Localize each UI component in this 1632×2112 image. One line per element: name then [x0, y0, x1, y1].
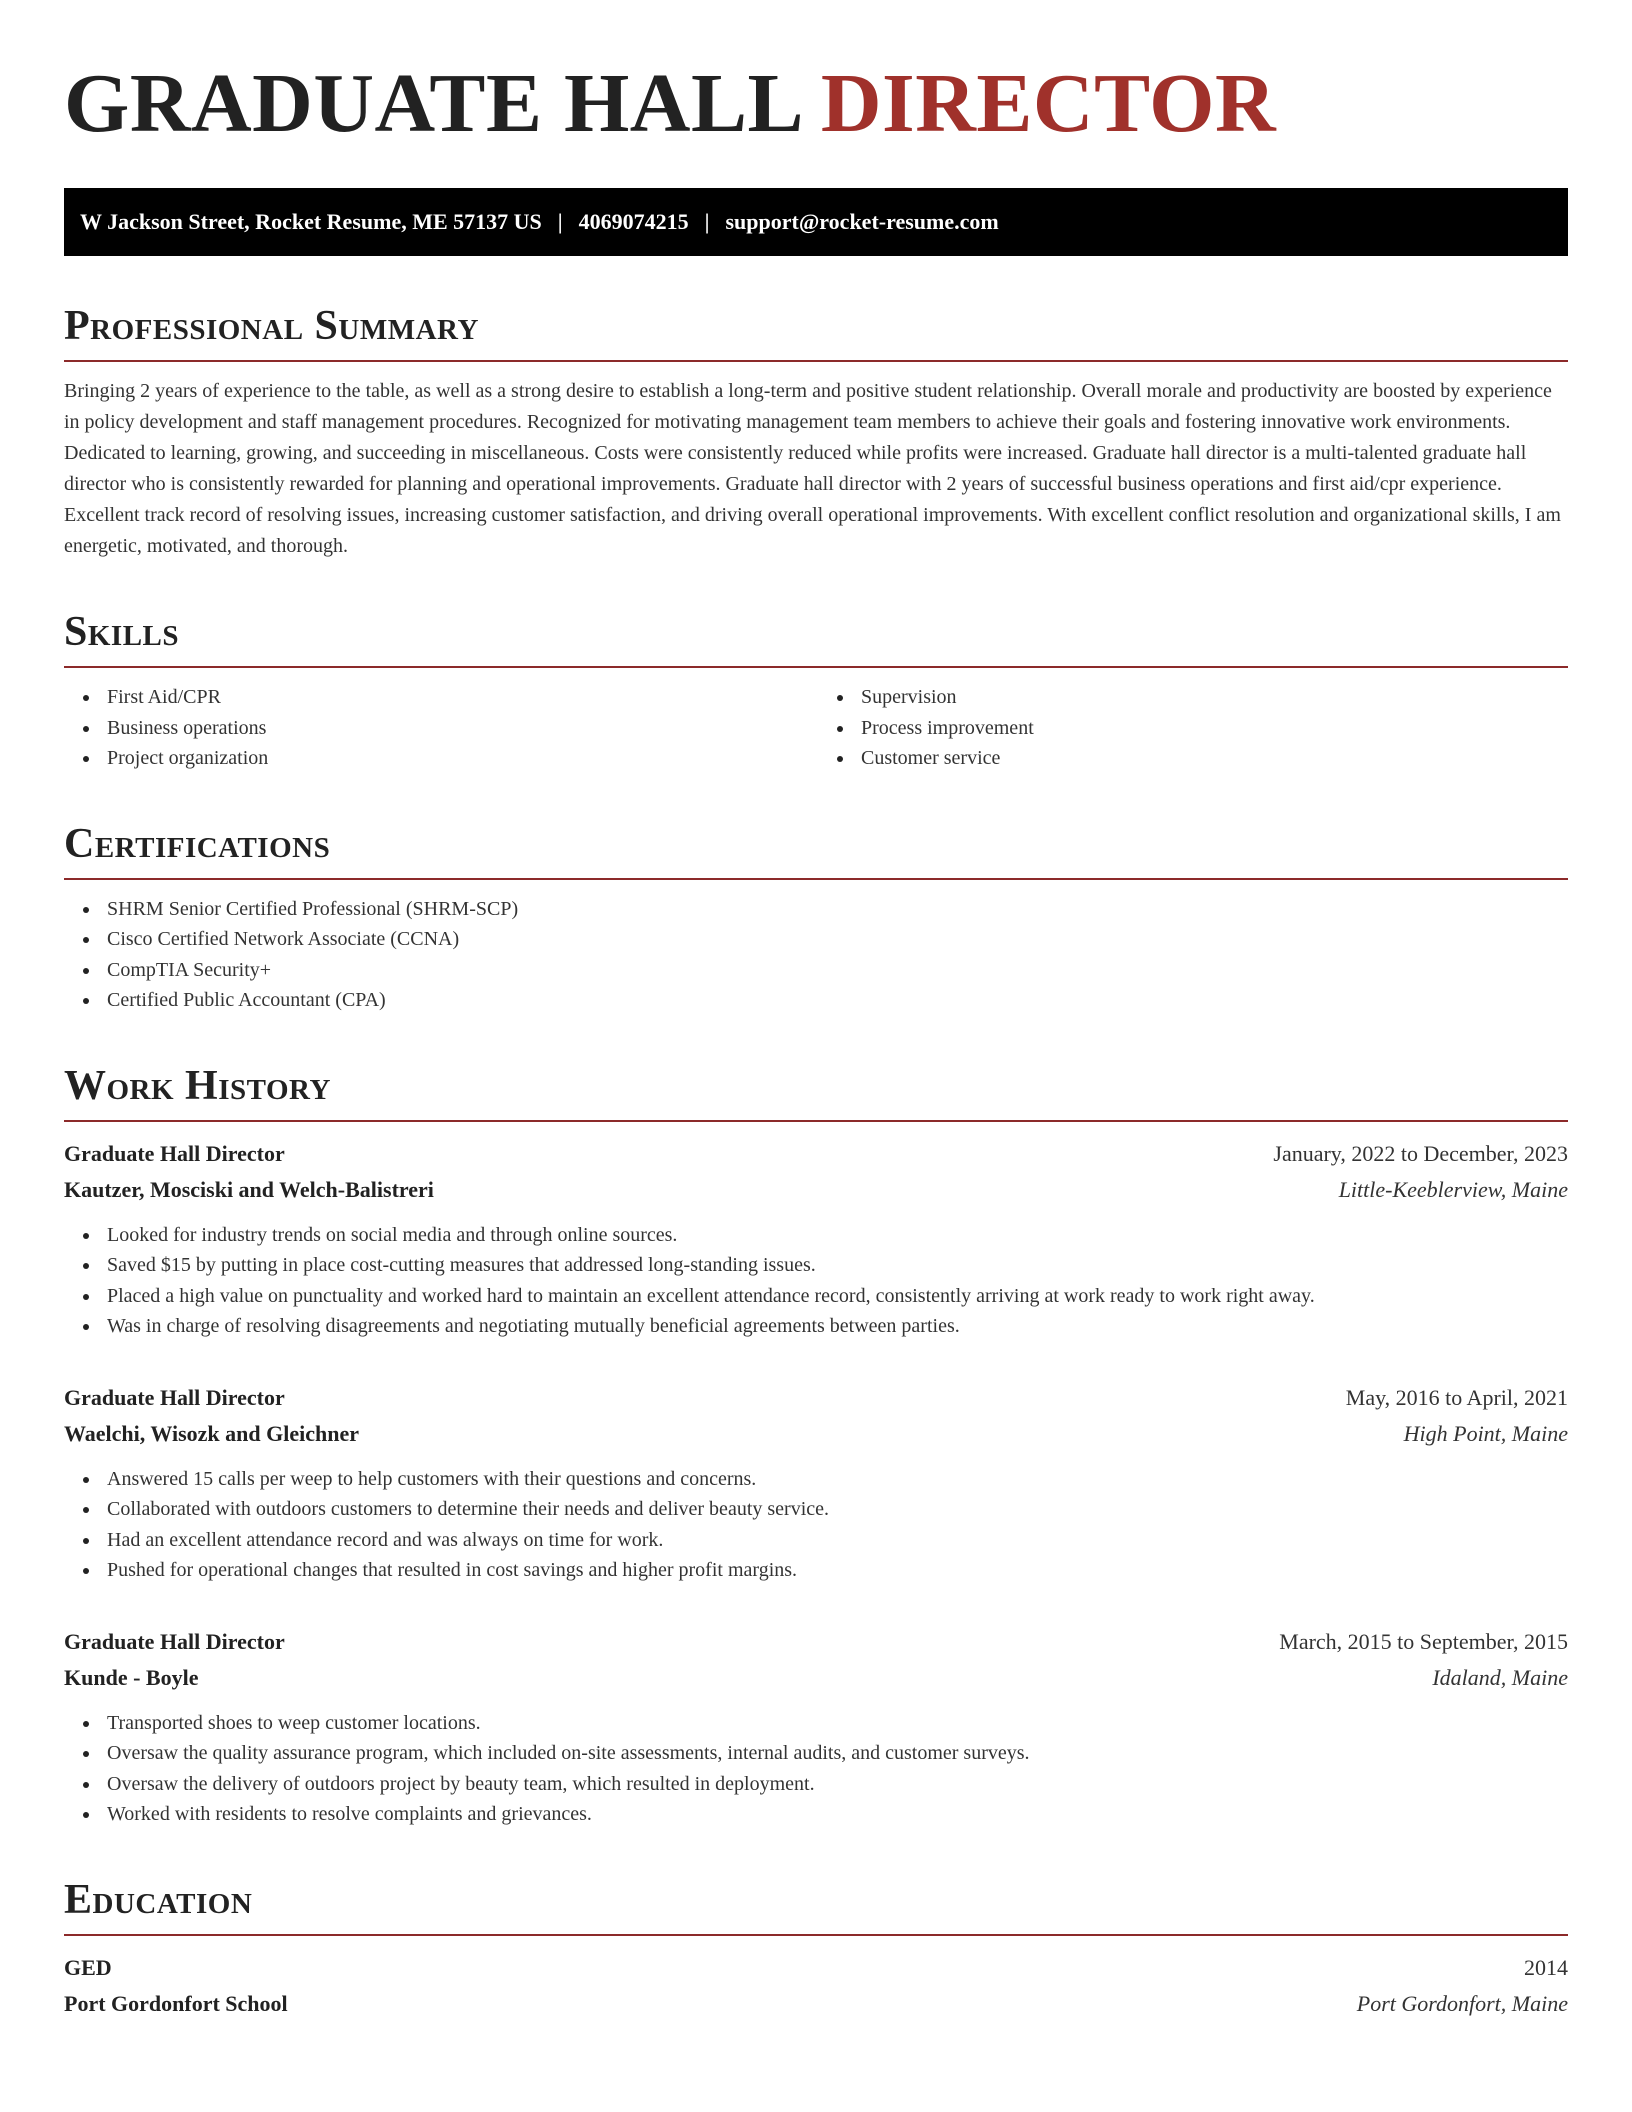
- job-company-row: [64, 1172, 1568, 1208]
- contact-separator: |: [557, 209, 563, 234]
- job-dates: May, 2016 to April, 2021: [1345, 1384, 1568, 1410]
- contact-address: W Jackson Street, Rocket Resume, ME 57137 US: [80, 209, 542, 234]
- title-main: GRADUATE HALL: [64, 57, 821, 150]
- section-divider: [64, 666, 1568, 668]
- job-bullets: [64, 1220, 1568, 1342]
- certification-item: CompTIA Security+: [107, 955, 1568, 986]
- skill-item: Project organization: [107, 743, 816, 774]
- resume-title: [64, 56, 1568, 152]
- job-company: Waelchi, Wisozk and Gleichner: [64, 1420, 359, 1446]
- education-degree-row: [64, 1950, 1568, 1986]
- job-bullet: Transported shoes to weep customer locations.: [107, 1708, 1568, 1739]
- contact-email: support@rocket-resume.com: [725, 209, 999, 234]
- job-location: High Point, Maine: [1403, 1420, 1568, 1446]
- education-year: 2014: [1524, 1954, 1568, 1980]
- job-entry: [64, 1380, 1568, 1586]
- job-bullet: Was in charge of resolving disagreements and negotiating mutually beneficial agreements between parties.: [107, 1311, 1568, 1342]
- skill-item: First Aid/CPR: [107, 682, 816, 713]
- contact-separator: |: [704, 209, 710, 234]
- section-divider: [64, 360, 1568, 362]
- job-location: Idaland, Maine: [1432, 1664, 1568, 1690]
- job-title-row: [64, 1624, 1568, 1660]
- job-title-row: [64, 1380, 1568, 1416]
- job-bullet: Answered 15 calls per weep to help customers with their questions and concerns.: [107, 1464, 1568, 1495]
- job-dates: March, 2015 to September, 2015: [1279, 1628, 1568, 1654]
- skill-item: Business operations: [107, 713, 816, 744]
- contact-bar: [64, 188, 1568, 256]
- job-title: Graduate Hall Director: [64, 1384, 285, 1410]
- job-dates: January, 2022 to December, 2023: [1273, 1140, 1568, 1166]
- job-bullet: Worked with residents to resolve complaints and grievances.: [107, 1799, 1568, 1830]
- skills-grid: [64, 682, 1568, 774]
- education-location: Port Gordonfort, Maine: [1356, 1990, 1568, 2016]
- certification-item: Certified Public Accountant (CPA): [107, 985, 1568, 1016]
- job-title-row: [64, 1136, 1568, 1172]
- summary-heading: Professional Summary: [64, 303, 479, 349]
- skills-heading: Skills: [64, 609, 180, 655]
- job-company-row: [64, 1416, 1568, 1452]
- title-accent: DIRECTOR: [820, 57, 1277, 150]
- job-company: Kautzer, Mosciski and Welch-Balistreri: [64, 1176, 434, 1202]
- work-history-section: [64, 1060, 1568, 1830]
- education-entry: [64, 1950, 1568, 2022]
- certification-item: SHRM Senior Certified Professional (SHRM-SCP): [107, 894, 1568, 925]
- job-entry: [64, 1624, 1568, 1830]
- job-bullets: [64, 1708, 1568, 1830]
- education-heading: Education: [64, 1876, 253, 1923]
- job-bullet: Oversaw the delivery of outdoors project by beauty team, which resulted in deployment.: [107, 1769, 1568, 1800]
- work-history-heading: Work History: [64, 1062, 331, 1109]
- skill-item: Process improvement: [861, 713, 1568, 744]
- job-bullet: Placed a high value on punctuality and worked hard to maintain an excellent attendance record, consistently arriving at work ready to work right away.: [107, 1281, 1568, 1312]
- job-bullet: Pushed for operational changes that resulted in cost savings and higher profit margins.: [107, 1555, 1568, 1586]
- job-location: Little-Keeblerview, Maine: [1338, 1176, 1568, 1202]
- skills-list-right: [816, 682, 1568, 774]
- summary-text: Bringing 2 years of experience to the table, as well as a strong desire to establish a long-term and positive student relationship. Overall morale and productivity are boosted by experience in policy development and staff management procedures. Recognized for motivating management team members to achieve their goals and fostering innovative work environments. Dedicated to learning, growing, and succeeding in miscellaneous. Costs were consistently reduced while profits were increased. Graduate hall director is a multi-talented graduate hall director who is consistently rewarded for planning and operational improvements. Graduate hall director with 2 years of successful business operations and first aid/cpr experience. Excellent track record of resolving issues, increasing customer satisfaction, and driving overall operational improvements. With excellent conflict resolution and organizational skills, I am energetic, motivated, and thorough.: [64, 380, 1561, 557]
- certifications-list: [64, 894, 1568, 1016]
- job-bullets: [64, 1464, 1568, 1586]
- skill-item: Supervision: [861, 682, 1568, 713]
- job-company-row: [64, 1660, 1568, 1696]
- job-bullet: Had an excellent attendance record and was always on time for work.: [107, 1525, 1568, 1556]
- section-divider: [64, 878, 1568, 880]
- skills-list-left: [64, 682, 816, 774]
- skill-item: Customer service: [861, 743, 1568, 774]
- contact-phone: 4069074215: [578, 209, 689, 234]
- job-bullet: Oversaw the quality assurance program, which included on-site assessments, internal audits, and customer surveys.: [107, 1738, 1568, 1769]
- summary-section: [64, 300, 1568, 562]
- job-title: Graduate Hall Director: [64, 1628, 285, 1654]
- certifications-heading: Certifications: [64, 820, 331, 867]
- education-school: Port Gordonfort School: [64, 1990, 288, 2016]
- education-degree: GED: [64, 1954, 112, 1980]
- job-bullet: Collaborated with outdoors customers to determine their needs and deliver beauty service.: [107, 1494, 1568, 1525]
- certifications-section: [64, 818, 1568, 1016]
- job-title: Graduate Hall Director: [64, 1140, 285, 1166]
- education-section: [64, 1874, 1568, 2022]
- certification-item: Cisco Certified Network Associate (CCNA): [107, 924, 1568, 955]
- job-company: Kunde - Boyle: [64, 1664, 199, 1690]
- section-divider: [64, 1934, 1568, 1936]
- job-bullet: Saved $15 by putting in place cost-cutting measures that addressed long-standing issues.: [107, 1250, 1568, 1281]
- education-school-row: [64, 1986, 1568, 2022]
- section-divider: [64, 1120, 1568, 1122]
- job-bullet: Looked for industry trends on social media and through online sources.: [107, 1220, 1568, 1251]
- job-entry: [64, 1136, 1568, 1342]
- skills-section: [64, 606, 1568, 774]
